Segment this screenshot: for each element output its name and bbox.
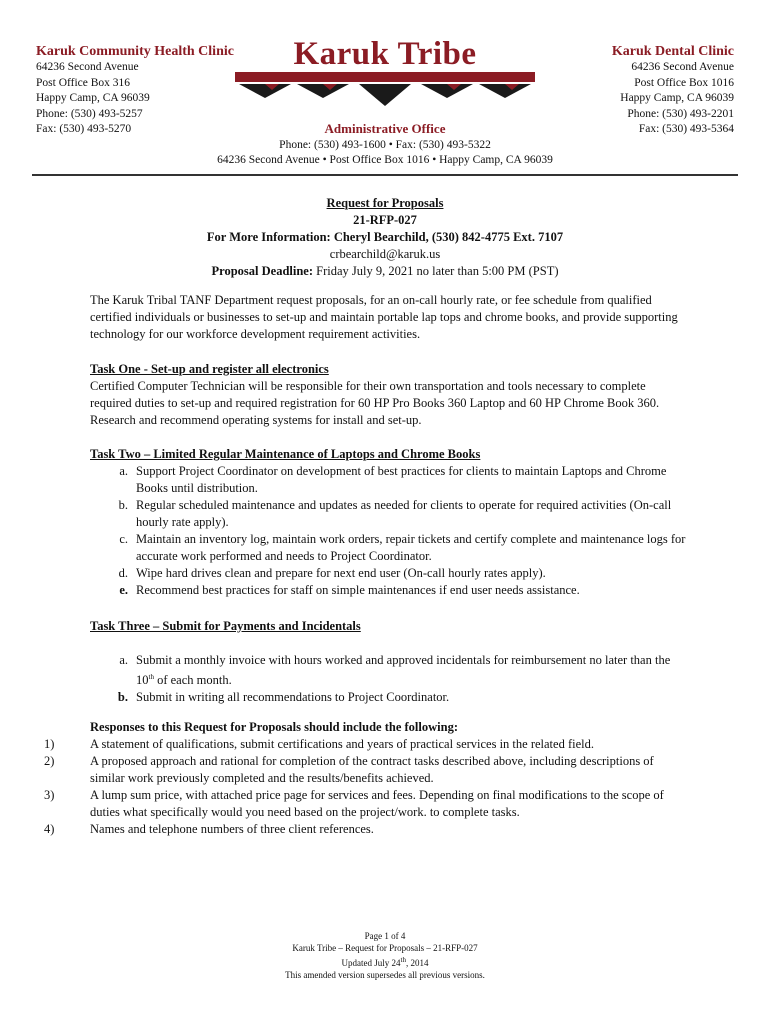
responses-heading: Responses to this Request for Proposals should include the following: (90, 720, 458, 734)
list-marker: 2) (44, 754, 55, 768)
task-two-heading: Task Two – Limited Regular Maintenance of Laptops and Chrome Books (90, 447, 481, 461)
right-clinic-line: Fax: (530) 493-5364 (638, 123, 734, 135)
superscript: th (400, 956, 406, 964)
task-one-text: Certified Computer Technician will be responsible for their own transportation and tools necessary to complete required duties to set-up and required registration for 60 HP Pro Books 360 Laptop and 60 HP Chrome Book 360. Research and recommend operating systems for install and set-up. (90, 379, 660, 427)
list-text-part: of each month. (153, 673, 232, 688)
footer-note: This amended version supersedes all previous versions. (285, 970, 485, 980)
list-text: Support Project Coordinator on development of best practices for clients to maintain Laptops and Chrome Books until distribution. (136, 464, 667, 495)
list-marker: e. (119, 583, 128, 597)
left-clinic-line: 64236 Second Avenue (36, 61, 139, 73)
list-item (90, 652, 690, 689)
rfp-number: 21-RFP-027 (353, 213, 417, 227)
list-marker: b. (118, 498, 128, 512)
list-text: A lump sum price, with attached price page for services and fees. Depending on final modifications to the scope of duties what specifically would you need based on the project/work. to complete tasks. (90, 788, 664, 819)
footer-doc-title: Karuk Tribe – Request for Proposals – 21-RFP-027 (292, 943, 478, 953)
right-clinic-line: Happy Camp, CA 96039 (620, 92, 734, 104)
list-text: Wipe hard drives clean and prepare for next end user (On-call hourly rates apply). (136, 566, 546, 580)
task-three-section (90, 618, 690, 706)
right-clinic-line: 64236 Second Avenue (631, 61, 734, 73)
list-item (44, 787, 690, 821)
superscript: th (148, 673, 154, 681)
right-clinic-block (612, 44, 734, 138)
list-text: Submit in writing all recommendations to Project Coordinator. (136, 690, 450, 705)
list-item (90, 582, 690, 599)
list-marker: 4) (44, 822, 55, 836)
list-item (90, 497, 690, 531)
header-divider (32, 174, 738, 176)
page-footer (0, 930, 770, 981)
list-item (90, 689, 690, 706)
footer-updated-part: Updated July 24 (341, 958, 401, 968)
list-text: A statement of qualifications, submit certifications and years of practical services in the related field. (90, 737, 594, 751)
task-two-section (90, 446, 690, 599)
footer-updated (0, 954, 770, 969)
tribal-pattern-icon (235, 72, 535, 110)
title-block (0, 195, 770, 280)
task-one-section (90, 361, 690, 429)
right-clinic-line: Post Office Box 1016 (634, 76, 734, 89)
list-text: Maintain an inventory log, maintain work orders, repair tickets and certify complete and maintenance logs for accurate work performed and needs to Project Coordinator. (136, 532, 686, 563)
footer-updated-part: , 2014 (405, 958, 429, 968)
list-text-part: Submit a monthly invoice with hours worked and approved incidentals for reimbursement no later than the 10 (136, 653, 671, 688)
office-phone-fax: Phone: (530) 493-1600 • Fax: (530) 493-5322 (279, 139, 491, 151)
document-title: Request for Proposals (326, 196, 444, 210)
list-item (44, 753, 690, 787)
contact-info: For More Information: Cheryl Bearchild, (530) 842-4775 Ext. 7107 (206, 230, 564, 244)
logo-title: Karuk Tribe (293, 36, 477, 72)
deadline-line (0, 263, 770, 280)
list-marker: a. (119, 464, 128, 478)
contact-email[interactable]: crbearchild@karuk.us (329, 247, 441, 261)
right-clinic-title: Karuk Dental Clinic (611, 44, 734, 59)
left-clinic-line: Happy Camp, CA 96039 (36, 92, 150, 104)
left-clinic-line: Fax: (530) 493-5270 (36, 123, 132, 135)
list-item (90, 565, 690, 582)
office-name: Administrative Office (324, 121, 446, 136)
list-marker: 3) (44, 788, 55, 802)
task-one-heading: Task One - Set-up and register all electronics (90, 362, 329, 376)
left-clinic-line: Phone: (530) 493-5257 (36, 107, 143, 120)
list-text (136, 652, 690, 689)
list-text: Regular scheduled maintenance and updates as needed for clients to operate for required activities (On-call hourly rate apply). (136, 498, 672, 529)
list-text: A proposed approach and rational for completion of the contract tasks described above, including descriptions of similar work previously completed and the results/benefits achieved. (90, 754, 654, 785)
list-marker: c. (119, 532, 128, 546)
left-clinic-title: Karuk Community Health Clinic (36, 44, 234, 59)
list-marker: 1) (44, 737, 55, 751)
page-number: Page 1 of 4 (364, 931, 406, 941)
list-marker: d. (118, 566, 128, 580)
list-item (44, 736, 690, 753)
left-clinic-line: Post Office Box 316 (36, 76, 131, 89)
intro-paragraph: The Karuk Tribal TANF Department request proposals, for an on-call hourly rate, or fee schedule from qualified certified individuals or businesses to set-up and maintain portable lap tops and chrome books, and provide supporting technology for our workforce development requirement activities. (90, 293, 678, 341)
list-marker: b. (117, 690, 128, 705)
list-text: Names and telephone numbers of three client references. (90, 822, 374, 836)
office-contact (0, 138, 770, 168)
deadline-label: Proposal Deadline: (211, 264, 314, 278)
deadline-value: Friday July 9, 2021 no later than 5:00 PM (PST) (313, 264, 559, 278)
list-item (90, 463, 690, 497)
office-address: 64236 Second Avenue • Post Office Box 1016 • Happy Camp, CA 96039 (217, 154, 553, 166)
right-clinic-line: Phone: (530) 493-2201 (627, 107, 734, 120)
task-three-heading: Task Three – Submit for Payments and Incidentals (90, 619, 361, 633)
list-item (44, 821, 690, 838)
list-marker: a. (119, 653, 128, 667)
responses-section (44, 719, 690, 838)
list-text: Recommend best practices for staff on simple maintenances if end user needs assistance. (136, 583, 580, 597)
list-item (90, 531, 690, 565)
